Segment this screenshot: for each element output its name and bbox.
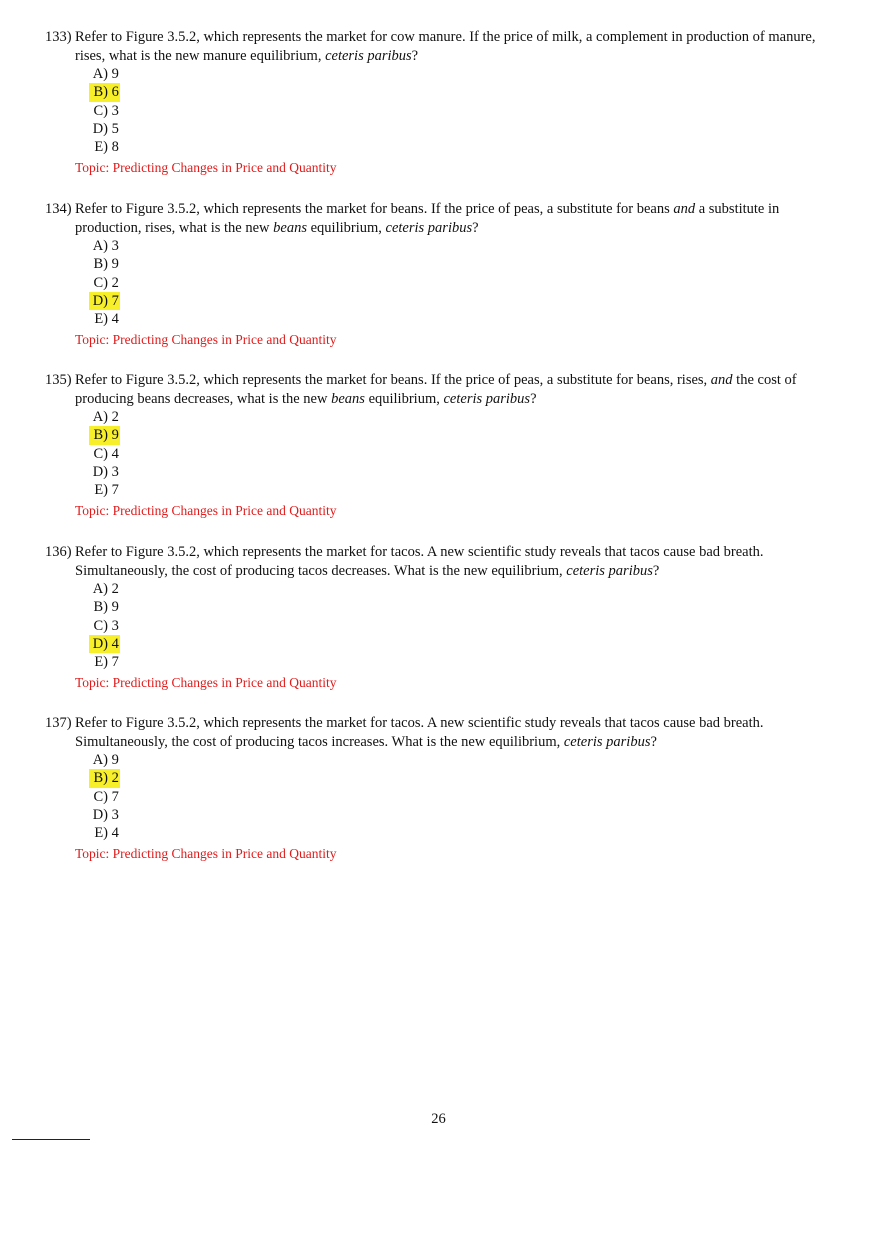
topic-label: Topic: Predicting Changes in Price and Quantity — [75, 675, 337, 690]
text-part: Refer to Figure 3.5.2, which represents the market for tacos. A new scientific study reveals that tacos cause bad breath. Simultaneously, the cost of producing tacos increases. What is the new equilibrium, — [75, 715, 764, 750]
option-c: C) 4 — [93, 445, 119, 462]
text-part: Refer to Figure 3.5.2, which represents the market for cow manure. If the price of milk, a complement in production of manure, rises, what is the new manure equilibrium, — [75, 29, 816, 64]
option-e: E) 7 — [94, 482, 119, 499]
option-a: A) 2 — [92, 409, 119, 425]
answer-options — [89, 65, 120, 156]
option-c: C) 3 — [93, 617, 119, 634]
option-d: D) 5 — [92, 120, 119, 137]
option-b-highlighted: B) 9 — [89, 426, 120, 444]
text-part-italic: ceteris paribus — [385, 219, 473, 236]
option-a: A) 9 — [92, 66, 119, 82]
text-part: Refer to Figure 3.5.2, which represents the market for tacos. A new scientific study reveals that tacos cause bad breath. Simultaneously, the cost of producing tacos decreases. What is the new equilibrium, — [75, 544, 764, 579]
text-part: Refer to Figure 3.5.2, which represents the market for beans. If the price of peas, a substitute for beans — [75, 201, 674, 217]
answer-options — [89, 237, 120, 328]
question-text — [75, 714, 845, 751]
text-part: ? — [530, 390, 537, 407]
question-text — [75, 200, 845, 237]
answer-options — [89, 751, 120, 842]
question-text — [75, 28, 845, 65]
question-text — [75, 371, 845, 408]
option-e: E) 4 — [94, 825, 119, 842]
answer-options — [89, 408, 120, 499]
text-part: a substitute in production, rises, what is the new — [75, 201, 780, 236]
option-a: A) 9 — [92, 752, 119, 768]
option-b-highlighted: B) 2 — [89, 769, 120, 787]
topic-label: Topic: Predicting Changes in Price and Quantity — [75, 332, 337, 347]
option-e: E) 4 — [94, 311, 119, 328]
option-d-highlighted: D) 4 — [89, 635, 120, 653]
page-number: 26 — [431, 1111, 446, 1127]
question-text — [75, 543, 845, 580]
text-part-italic: ceteris paribus — [443, 390, 531, 407]
question-number: 135) — [45, 372, 72, 388]
option-c: C) 7 — [93, 788, 119, 805]
option-d: D) 3 — [92, 806, 119, 823]
text-part-italic: ceteris paribus — [566, 562, 653, 579]
text-part-italic: and — [673, 201, 696, 217]
question-number: 133) — [45, 29, 72, 45]
text-part: equilibrium, — [306, 219, 386, 236]
topic-label: Topic: Predicting Changes in Price and Quantity — [75, 846, 337, 861]
text-part: ? — [411, 47, 419, 64]
answer-options — [89, 580, 120, 671]
text-part-italic: ceteris paribus — [325, 47, 412, 64]
option-d-highlighted: D) 7 — [89, 292, 120, 310]
text-part: Refer to Figure 3.5.2, which represents the market for beans. If the price of peas, a substitute for beans, rises, — [75, 372, 711, 388]
option-e: E) 8 — [94, 139, 119, 156]
option-c: C) 2 — [93, 274, 119, 291]
option-b: B) 9 — [93, 256, 119, 273]
text-part: ? — [472, 219, 479, 236]
text-part: ? — [652, 562, 660, 579]
text-part-italic: and — [710, 372, 733, 388]
topic-label: Topic: Predicting Changes in Price and Quantity — [75, 503, 337, 518]
footnote-rule — [12, 1139, 90, 1140]
text-part-italic: beans — [331, 390, 365, 407]
question-number: 137) — [45, 715, 72, 731]
option-a: A) 3 — [92, 238, 119, 254]
text-part: ? — [650, 733, 657, 750]
option-a: A) 2 — [92, 581, 119, 597]
text-part-italic: ceteris paribus — [563, 733, 651, 750]
text-part-italic: beans — [273, 219, 307, 236]
option-b: B) 9 — [93, 599, 119, 616]
question-number: 134) — [45, 201, 72, 217]
text-part: the cost of producing beans decreases, what is the new — [75, 372, 797, 407]
option-e: E) 7 — [94, 654, 119, 671]
question-number: 136) — [45, 544, 72, 560]
topic-label: Topic: Predicting Changes in Price and Quantity — [75, 160, 337, 175]
option-b-highlighted: B) 6 — [89, 83, 120, 101]
text-part: equilibrium, — [364, 390, 444, 407]
option-d: D) 3 — [92, 463, 119, 480]
option-c: C) 3 — [93, 102, 119, 119]
